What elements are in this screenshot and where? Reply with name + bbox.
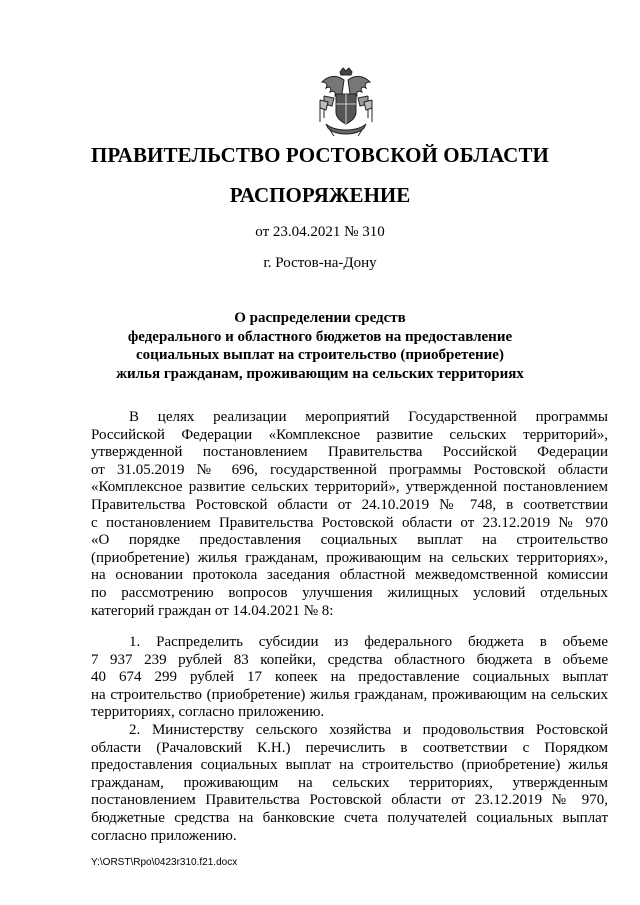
item-2-line: гражданам, проживающим на сельских территориях, утвержденным bbox=[91, 774, 608, 791]
item-2-line: постановлением Правительства Ростовской области от 23.12.2019 № 970, bbox=[91, 792, 608, 809]
text-line: по рассмотрению вопросов улучшения жилищных условий отдельных bbox=[91, 584, 608, 601]
text-line: «Комплексное развитие сельских территорий», утвержденной постановлением bbox=[91, 479, 608, 496]
item-2-line: предоставления социальных выплат на строительство (приобретение) жилья bbox=[91, 757, 608, 774]
text-line: Правительства Ростовской области от 24.10.2019 № 748, в соответствии bbox=[91, 496, 608, 513]
text-line: (приобретение) жилья гражданам, проживающим на сельских территориях», bbox=[91, 549, 608, 566]
title-line: социальных выплат на строительство (приобретение) bbox=[136, 347, 504, 363]
title-line: О распределении средств bbox=[234, 310, 406, 326]
order-items bbox=[91, 634, 608, 845]
item-2-line: 2. Министерству сельского хозяйства и продовольствия Ростовской bbox=[129, 721, 608, 738]
title-line: федерального и областного бюджетов на предоставление bbox=[127, 328, 513, 345]
document-title bbox=[0, 309, 640, 383]
text-line: категорий граждан от 14.04.2021 № 8: bbox=[91, 602, 334, 619]
item-1-line: на строительство (приобретение) жилья гражданам, проживающим на сельских bbox=[91, 686, 608, 703]
text-line: Российской Федерации «Комплексное развитие сельских территорий», bbox=[91, 426, 608, 443]
document-type: РАСПОРЯЖЕНИЕ bbox=[229, 183, 411, 207]
text-line: от 31.05.2019 № 696, государственной программы Ростовской области bbox=[91, 461, 608, 478]
text-line: с постановлением Правительства Ростовской области от 23.12.2019 № 970 bbox=[91, 514, 608, 531]
title-line: жилья гражданам, проживающим на сельских территориях bbox=[116, 365, 524, 382]
text-line: на основании протокола заседания областной межведомственной комиссии bbox=[91, 567, 608, 584]
item-2-line: согласно приложению. bbox=[91, 827, 237, 844]
item-1-line: 1. Распределить субсидии из федерального бюджета в объеме bbox=[129, 634, 608, 650]
document-date-number: от 23.04.2021 № 310 bbox=[255, 224, 385, 240]
document-city: г. Ростов-на-Дону bbox=[263, 255, 377, 271]
text-line: В целях реализации мероприятий Государственной программы bbox=[129, 409, 608, 425]
item-1-line: территориях, согласно приложению. bbox=[91, 704, 325, 721]
coat-of-arms-icon bbox=[314, 66, 378, 138]
preamble-paragraph bbox=[91, 409, 608, 620]
text-line: «О порядке предоставления социальных выплат на строительство bbox=[91, 532, 608, 549]
item-2-line: области (Рачаловский К.Н.) перечислить в соответствии с Порядком bbox=[91, 739, 608, 756]
item-1-line: 40 674 299 рублей 17 копеек на предоставление социальных выплат bbox=[91, 669, 608, 686]
organization-name: ПРАВИТЕЛЬСТВО РОСТОВСКОЙ ОБЛАСТИ bbox=[91, 143, 549, 167]
item-1-line: 7 937 239 рублей 83 копейки, средства областного бюджета в объеме bbox=[91, 651, 608, 668]
text-line: утвержденной постановлением Правительства Российской Федерации bbox=[91, 444, 608, 461]
file-path-footer: Y:\ORST\Rpo\0423r310.f21.docx bbox=[91, 857, 238, 868]
item-2-line: бюджетные средства на банковские счета получателей социальных выплат bbox=[91, 809, 608, 826]
